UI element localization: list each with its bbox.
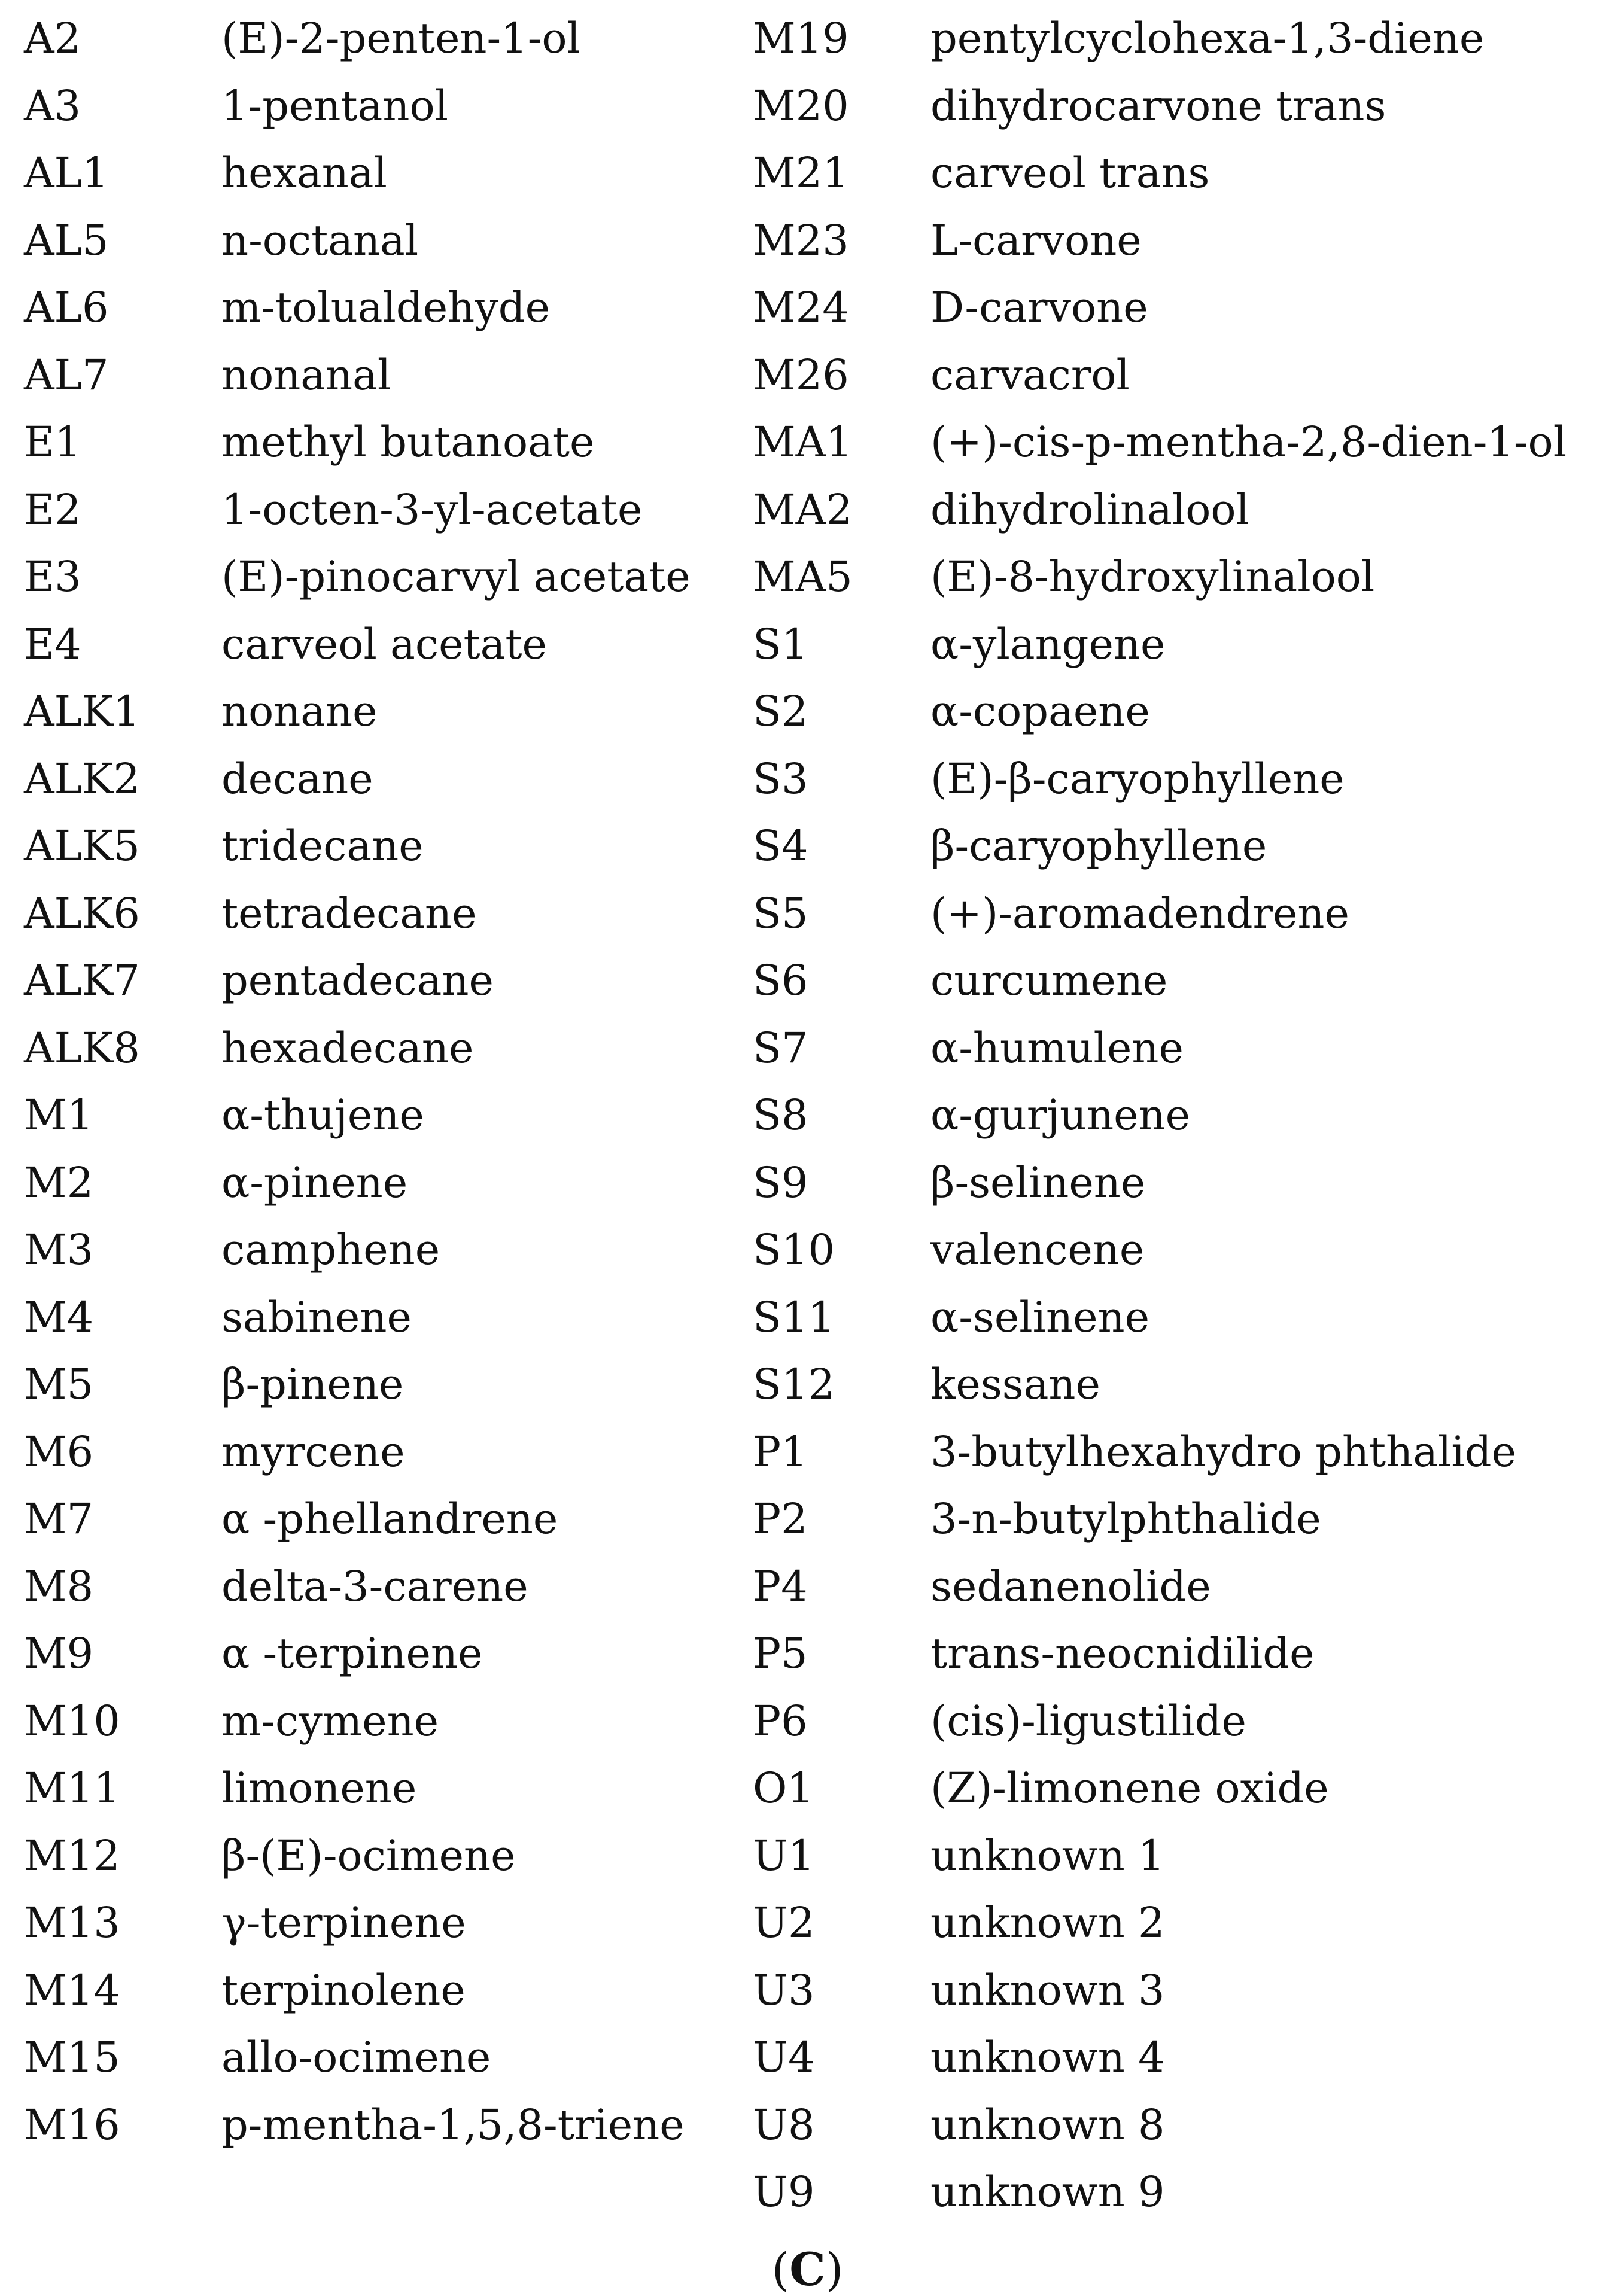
compound-name: trans-neocnidilide xyxy=(930,1629,1315,1678)
compound-name: α-ylangene xyxy=(930,619,1166,669)
compound-name: tridecane xyxy=(221,821,424,870)
compound-code: M16 xyxy=(24,2100,120,2149)
compound-name: n-octanal xyxy=(221,215,419,265)
compound-code: O1 xyxy=(753,1764,814,1813)
compound-code: M3 xyxy=(24,1225,94,1274)
compound-code: M15 xyxy=(24,2033,120,2082)
compound-name: α-copaene xyxy=(930,687,1150,736)
compound-name: 3-butylhexahydro phthalide xyxy=(930,1427,1517,1476)
compound-code: A2 xyxy=(24,14,81,63)
compound-code: S3 xyxy=(753,754,808,803)
compound-code: M21 xyxy=(753,148,849,197)
compound-code: E4 xyxy=(24,619,81,669)
compound-code: AL6 xyxy=(24,283,109,332)
compound-name: m-tolualdehyde xyxy=(221,283,550,332)
compound-name: α-gurjunene xyxy=(930,1091,1191,1140)
compound-code: A3 xyxy=(24,81,81,130)
compound-name: curcumene xyxy=(930,956,1168,1005)
compound-code: M20 xyxy=(753,81,849,130)
compound-name: β-selinene xyxy=(930,1158,1146,1207)
compound-code: S12 xyxy=(753,1360,835,1409)
compound-code: M14 xyxy=(24,1965,120,2015)
compound-name: (+)-cis-p-mentha-2,8-dien-1-ol xyxy=(930,418,1567,467)
compound-name: camphene xyxy=(221,1225,440,1274)
compound-code: U1 xyxy=(753,1831,815,1880)
compound-code: M9 xyxy=(24,1629,94,1678)
compound-name: tetradecane xyxy=(221,888,477,938)
compound-name: hexadecane xyxy=(221,1023,474,1073)
compound-code: M1 xyxy=(24,1091,94,1140)
compound-name: 1-octen-3-yl-acetate xyxy=(221,485,643,534)
compound-code: M24 xyxy=(753,283,849,332)
compound-name: nonane xyxy=(221,687,378,736)
compound-code: P6 xyxy=(753,1696,808,1746)
compound-code: MA1 xyxy=(753,418,853,467)
compound-code: M10 xyxy=(24,1696,120,1746)
compound-code: M11 xyxy=(24,1764,120,1813)
compound-name: dihydrolinalool xyxy=(930,485,1249,534)
compound-name: α -phellandrene xyxy=(221,1494,558,1543)
compound-name: sabinene xyxy=(221,1292,412,1342)
compound-code: M4 xyxy=(24,1292,94,1342)
compound-code: S7 xyxy=(753,1023,808,1073)
compound-name: 3-n-butylphthalide xyxy=(930,1494,1321,1543)
compound-name: unknown 8 xyxy=(930,2100,1165,2149)
compound-name: γ-terpinene xyxy=(221,1898,466,1947)
compound-name: pentylcyclohexa-1,3-diene xyxy=(930,14,1485,63)
compound-name: p-mentha-1,5,8-triene xyxy=(221,2100,685,2149)
compound-name: kessane xyxy=(930,1360,1100,1409)
compound-name: carveol trans xyxy=(930,148,1210,197)
compound-code: MA2 xyxy=(753,485,853,534)
compound-name: limonene xyxy=(221,1764,417,1813)
compound-name: L-carvone xyxy=(930,215,1142,265)
compound-code: P2 xyxy=(753,1494,808,1543)
compound-name: α -terpinene xyxy=(221,1629,483,1678)
compound-code: U8 xyxy=(753,2100,815,2149)
compound-name: valencene xyxy=(930,1225,1145,1274)
compound-name: myrcene xyxy=(221,1427,405,1476)
compound-name: pentadecane xyxy=(221,956,494,1005)
compound-code: E1 xyxy=(24,418,81,467)
compound-code: S5 xyxy=(753,888,808,938)
compound-code: U3 xyxy=(753,1965,815,2015)
compound-name: delta-3-carene xyxy=(221,1561,528,1611)
panel-label-close: ) xyxy=(825,2243,844,2296)
compound-name: α-pinene xyxy=(221,1158,408,1207)
compound-code: ALK2 xyxy=(24,754,140,803)
compound-name: β-(E)-ocimene xyxy=(221,1831,516,1880)
compound-code: U4 xyxy=(753,2033,815,2082)
compound-code: E2 xyxy=(24,485,81,534)
compound-name: D-carvone xyxy=(930,283,1148,332)
compound-code: S1 xyxy=(753,619,808,669)
compound-name: unknown 3 xyxy=(930,1965,1165,2015)
compound-name: unknown 9 xyxy=(930,2167,1165,2216)
compound-name: (E)-8-hydroxylinalool xyxy=(930,552,1375,601)
compound-name: dihydrocarvone trans xyxy=(930,81,1386,130)
compound-name: unknown 4 xyxy=(930,2033,1165,2082)
compound-code: E3 xyxy=(24,552,81,601)
compound-code: ALK6 xyxy=(24,888,140,938)
compound-name: α-selinene xyxy=(930,1292,1150,1342)
compound-name: 1-pentanol xyxy=(221,81,448,130)
compound-name: (+)-aromadendrene xyxy=(930,888,1349,938)
compound-code: U9 xyxy=(753,2167,815,2216)
panel-label-letter: C xyxy=(789,2243,826,2296)
compound-code: P4 xyxy=(753,1561,808,1611)
compound-code: M23 xyxy=(753,215,849,265)
compound-code: M2 xyxy=(24,1158,94,1207)
compound-code: S10 xyxy=(753,1225,835,1274)
compound-name: terpinolene xyxy=(221,1965,466,2015)
compound-code: S9 xyxy=(753,1158,808,1207)
compound-code: M8 xyxy=(24,1561,94,1611)
compound-code: ALK1 xyxy=(24,687,140,736)
compound-code: ALK8 xyxy=(24,1023,140,1073)
compound-name: (E)-2-penten-1-ol xyxy=(221,14,580,63)
compound-name: β-caryophyllene xyxy=(930,821,1267,870)
compound-name: (E)-β-caryophyllene xyxy=(930,754,1345,803)
compound-code: M7 xyxy=(24,1494,94,1543)
compound-code: M19 xyxy=(753,14,849,63)
compound-name: β-pinene xyxy=(221,1360,404,1409)
compound-code: S4 xyxy=(753,821,808,870)
compound-code: ALK5 xyxy=(24,821,140,870)
compound-name: nonanal xyxy=(221,350,391,400)
compound-code: AL5 xyxy=(24,215,109,265)
compound-code: S2 xyxy=(753,687,808,736)
compound-name: methyl butanoate xyxy=(221,418,595,467)
compound-name: sedanenolide xyxy=(930,1561,1211,1611)
compound-code: M6 xyxy=(24,1427,94,1476)
compound-name: unknown 1 xyxy=(930,1831,1165,1880)
compound-code: S11 xyxy=(753,1292,835,1342)
compound-name: decane xyxy=(221,754,373,803)
compound-name: allo-ocimene xyxy=(221,2033,491,2082)
compound-code: S6 xyxy=(753,956,808,1005)
compound-code: M13 xyxy=(24,1898,120,1947)
compound-name: α-thujene xyxy=(221,1091,424,1140)
compound-code: S8 xyxy=(753,1091,808,1140)
compound-name: m-cymene xyxy=(221,1696,439,1746)
compound-code: MA5 xyxy=(753,552,853,601)
compound-code: P1 xyxy=(753,1427,808,1476)
compound-name: (cis)-ligustilide xyxy=(930,1696,1246,1746)
compound-name: (E)-pinocarvyl acetate xyxy=(221,552,691,601)
panel-label-open: ( xyxy=(771,2243,790,2296)
compound-code: M26 xyxy=(753,350,849,400)
compound-name: hexanal xyxy=(221,148,387,197)
compound-code: AL7 xyxy=(24,350,109,400)
compound-name: carveol acetate xyxy=(221,619,547,669)
compound-code: M12 xyxy=(24,1831,120,1880)
compound-name: α-humulene xyxy=(930,1023,1184,1073)
compound-code: U2 xyxy=(753,1898,815,1947)
compound-code: P5 xyxy=(753,1629,808,1678)
compound-code: M5 xyxy=(24,1360,94,1409)
panel-label xyxy=(0,2243,1615,2296)
compound-code: ALK7 xyxy=(24,956,140,1005)
compound-name: carvacrol xyxy=(930,350,1130,400)
compound-name: unknown 2 xyxy=(930,1898,1165,1947)
compound-code: AL1 xyxy=(24,148,109,197)
compound-name: (Z)-limonene oxide xyxy=(930,1764,1329,1813)
